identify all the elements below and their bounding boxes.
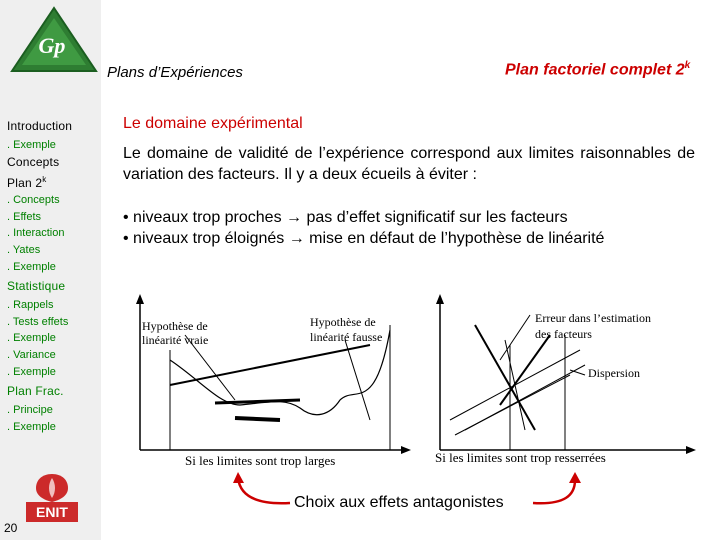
sidebar-item-label: . Effets [7, 210, 42, 223]
right-label-dispersion: Dispersion [588, 366, 640, 380]
section-title: Le domaine expérimental [123, 115, 303, 132]
bullet-list [123, 207, 604, 249]
domain-diagram [130, 290, 700, 470]
sidebar-item-16[interactable] [7, 402, 101, 419]
left-label-false-b: linéarité fausse [310, 330, 383, 344]
sidebar-item-14[interactable] [7, 364, 101, 381]
bullet-item-2: • niveaux trop éloignés → mise en défaut de l’hypothèse de linéarité [123, 230, 605, 247]
sidebar-item-label: . Variance [7, 349, 56, 362]
sidebar-item-sup: k [42, 174, 47, 184]
sidebar-item-label: . Tests effets [7, 315, 69, 328]
sidebar-item-3[interactable] [7, 171, 101, 192]
sidebar-item-8[interactable] [7, 259, 101, 276]
sidebar-item-label: . Yates [7, 244, 41, 257]
sidebar-item-label: . Rappels [7, 298, 54, 311]
left-label-true-b: linéarité vraie [142, 333, 209, 347]
page-number: 20 [4, 521, 18, 535]
enit-text: ENIT [36, 504, 68, 520]
left-caption: Si les limites sont trop larges [185, 453, 336, 468]
sidebar-item-label: . Exemple [7, 139, 56, 151]
course-title: Plans d’Expériences [107, 64, 243, 81]
sidebar-item-label: . Principe [7, 403, 53, 416]
left-panel [136, 294, 411, 468]
sidebar-item-4[interactable] [7, 192, 101, 209]
slide-title: Plan factoriel complet 2$^k$ [505, 60, 691, 79]
logo-text: Gp [38, 33, 66, 58]
sidebar-item-label: . Interaction [7, 227, 65, 240]
sidebar-item-6[interactable] [7, 225, 101, 242]
sidebar-item-label: . Exemple [7, 365, 56, 378]
sidebar-item-5[interactable] [7, 209, 101, 226]
sidebar-item-label: Plan 2 [7, 175, 43, 190]
sidebar-item-9[interactable] [7, 278, 101, 295]
bullet-item-1: • niveaux trop proches → pas d’effet significatif sur les facteurs [123, 209, 568, 226]
sidebar-item-1[interactable] [7, 137, 101, 154]
sidebar-item-label: . Concepts [7, 193, 60, 206]
right-caption: Si les limites sont trop resserrées [435, 450, 606, 465]
right-label-error: Erreur dans l’estimation [535, 311, 651, 325]
sidebar-item-11[interactable] [7, 314, 101, 331]
sidebar-nav [7, 118, 101, 435]
sidebar-item-17[interactable] [7, 419, 101, 436]
sidebar-item-label: Concepts [7, 154, 60, 169]
sidebar-item-15[interactable] [7, 383, 101, 400]
sidebar-item-label: Plan Frac. [7, 383, 64, 398]
sidebar-item-2[interactable] [7, 154, 101, 171]
left-label-false: Hypothèse de [310, 315, 376, 329]
sidebar-item-label: . Exemple [7, 420, 56, 433]
right-label-error-b: des facteurs [535, 327, 592, 341]
sidebar-item-10[interactable] [7, 297, 101, 314]
sidebar-item-label: Introduction [7, 119, 73, 133]
figure-caption: Choix aux effets antagonistes [294, 494, 504, 511]
sidebar-item-label: . Exemple [7, 260, 56, 273]
enit-logo [22, 466, 82, 526]
right-panel [435, 294, 696, 465]
gp-logo [8, 5, 100, 75]
intro-paragraph: Le domaine de validité de l’expérience correspond aux limites raisonnables de variation des facteurs. Il y a deux écueils à éviter : [123, 145, 695, 183]
sidebar-item-7[interactable] [7, 242, 101, 259]
sidebar-item-0[interactable] [7, 118, 101, 135]
sidebar-item-label: . Exemple [7, 332, 56, 345]
sidebar-item-13[interactable] [7, 347, 101, 364]
left-label-true: Hypothèse de [142, 319, 208, 333]
sidebar-item-12[interactable] [7, 330, 101, 347]
sidebar-item-label: Statistique [7, 278, 66, 293]
